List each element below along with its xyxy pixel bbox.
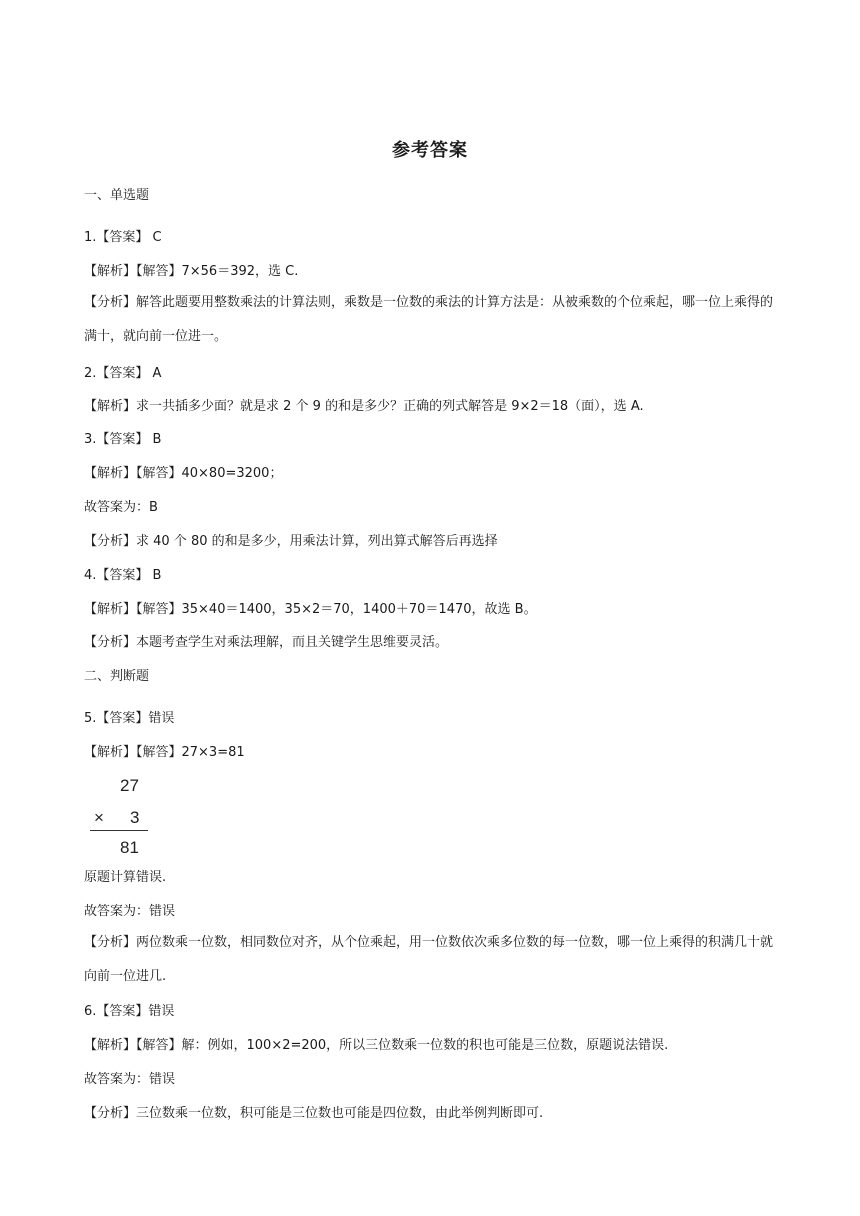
conclusion-5: 故答案为：错误 (84, 904, 176, 919)
multiply-sign: × (94, 808, 104, 827)
answer-3: 3.【答案】 B (84, 432, 162, 447)
explanation-2: 【解析】求一共插多少面？就是求 2 个 9 的和是多少？正确的列式解答是 9×2＝18（面），选 A. (84, 399, 644, 414)
analysis-4: 【分析】本题考查学生对乘法理解，而且关键学生思维要灵活。 (84, 635, 449, 650)
analysis-5: 【分析】两位数乘一位数，相同数位对齐，从个位乘起，用一位数依次乘多位数的每一位数，哪一位上乘得的积满几十就向前一位进几. (84, 935, 774, 984)
analysis-3: 【分析】求 40 个 80 的和是多少，用乘法计算，列出算式解答后再选择 (84, 534, 498, 549)
explanation-5: 【解析】【解答】27×3=81 (84, 745, 245, 760)
multiplicand: 27 (120, 776, 139, 795)
explanation-1: 【解析】【解答】7×56＝392，选 C. (84, 264, 299, 279)
answer-4: 4.【答案】 B (84, 568, 162, 583)
conclusion-3: 故答案为：B (84, 500, 158, 515)
answer-6: 6.【答案】错误 (84, 1004, 175, 1019)
explanation-4: 【解析】【解答】35×40＝1400，35×2＝70，1400＋70＝1470，故选 B。 (84, 602, 537, 617)
result-note-5: 原题计算错误. (84, 870, 167, 885)
multiplier: 3 (130, 808, 140, 827)
product: 81 (120, 838, 139, 857)
explanation-3: 【解析】【解答】40×80=3200； (84, 466, 283, 481)
calculation-rule (90, 830, 148, 831)
answer-2: 2.【答案】 A (84, 366, 162, 381)
answer-1: 1.【答案】 C (84, 230, 162, 245)
explanation-6: 【解析】【解答】解：例如，100×2=200，所以三位数乘一位数的积也可能是三位数，原题说法错误. (84, 1038, 669, 1053)
analysis-6: 【分析】三位数乘一位数，积可能是三位数也可能是四位数，由此举例判断即可. (84, 1106, 544, 1121)
answer-5: 5.【答案】错误 (84, 711, 175, 726)
section-heading-single-choice: 一、单选题 (84, 188, 150, 203)
conclusion-6: 故答案为：错误 (84, 1072, 176, 1087)
analysis-1: 【分析】解答此题要用整数乘法的计算法则，乘数是一位数的乘法的计算方法是：从被乘数的个位乘起，哪一位上乘得的满十，就向前一位进一。 (84, 295, 774, 344)
page-title: 参考答案 (392, 140, 468, 161)
vertical-multiplication (90, 770, 154, 866)
section-heading-true-false: 二、判断题 (84, 669, 150, 684)
